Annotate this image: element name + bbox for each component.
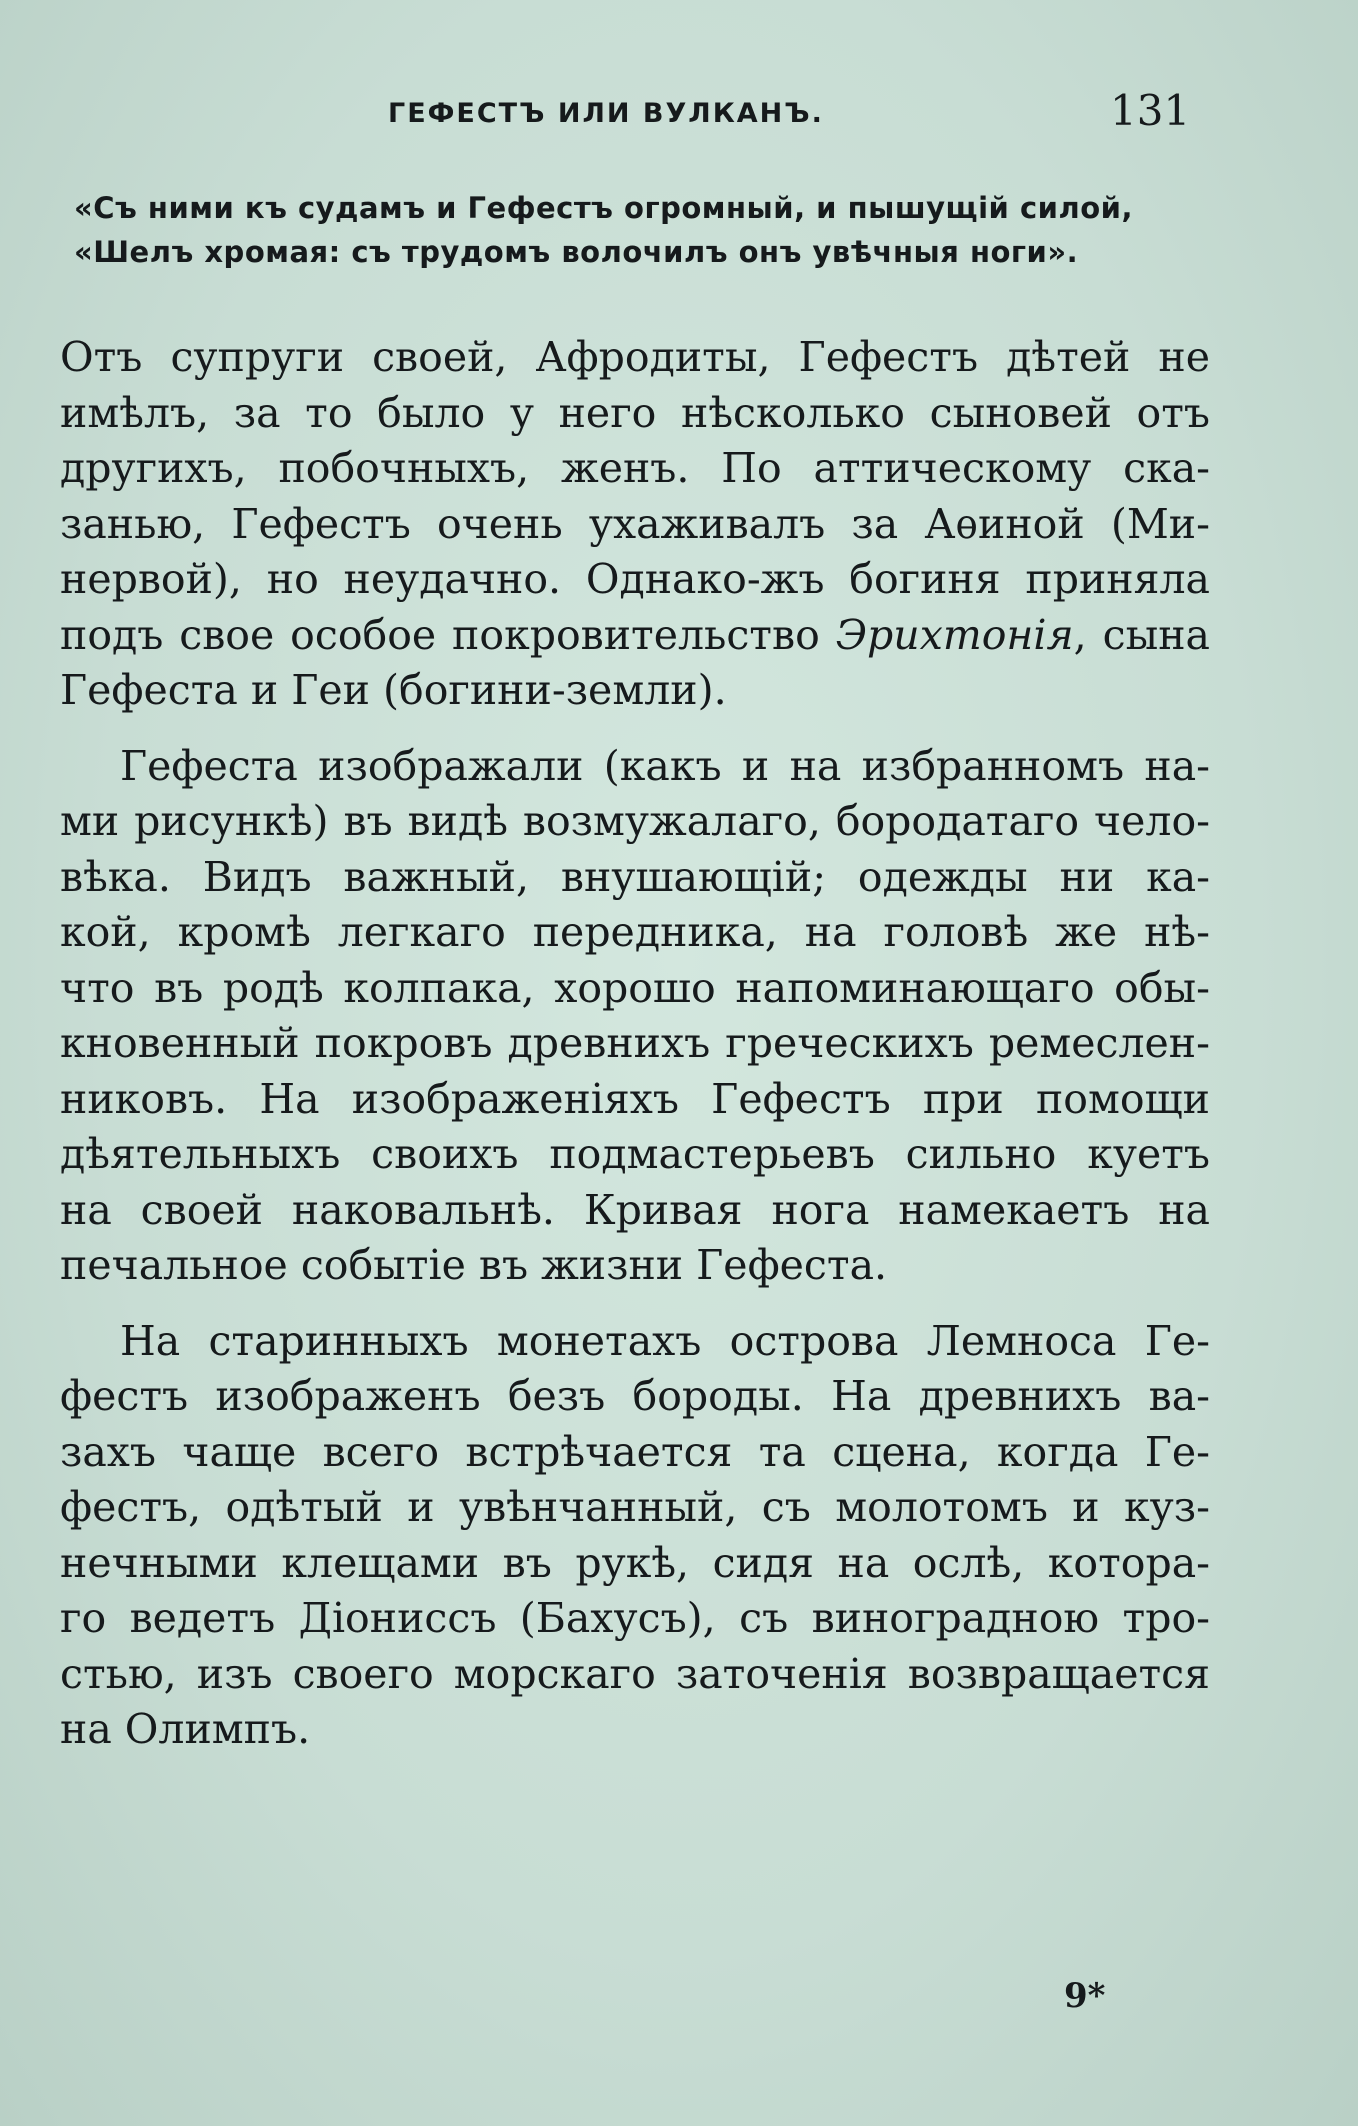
- paragraph-3: [60, 1314, 1210, 1758]
- text-line: нечными клещами въ рукѣ, сидя на ослѣ, котора-: [60, 1538, 1210, 1587]
- text-line: на своей наковальнѣ. Кривая нога намекаетъ на: [60, 1185, 1210, 1234]
- text-line: что въ родѣ колпака, хорошо напоминающаго обы-: [60, 963, 1210, 1012]
- text-span: , сына: [1073, 610, 1210, 659]
- page-number: 131: [1110, 86, 1191, 135]
- text-span: подъ свое особое покровительство: [60, 610, 836, 659]
- running-title: ГЕФЕСТЪ ИЛИ ВУЛКАНЪ.: [388, 98, 824, 129]
- page-header: [0, 86, 1358, 146]
- text-line: дѣятельныхъ своихъ подмастерьевъ сильно куетъ: [60, 1130, 1210, 1178]
- paragraph-2: [60, 739, 1210, 1294]
- text-line: [60, 608, 1210, 664]
- paragraph-1: [60, 330, 1210, 719]
- text-line: стью, изъ своего морскаго заточенія возвращается: [60, 1649, 1210, 1698]
- verse-quotation: [74, 186, 1224, 274]
- text-line: имѣлъ, за то было у него нѣсколько сыновей отъ: [60, 388, 1210, 437]
- text-line: Гефеста и Геи (богини-земли).: [60, 666, 727, 714]
- text-line: на Олимпъ.: [60, 1705, 311, 1753]
- text-line: захъ чаще всего встрѣчается та сцена, когда Ге-: [60, 1427, 1210, 1476]
- verse-line: «Шелъ хромая: съ трудомъ волочилъ онъ увѣчныя ноги».: [74, 235, 1079, 269]
- text-line: кой, кромѣ легкаго передника, на головѣ же нѣ-: [60, 908, 1210, 956]
- text-line: фестъ, одѣтый и увѣнчанный, съ молотомъ и куз-: [60, 1483, 1210, 1531]
- text-line: вѣка. Видъ важный, внушающій; одежды ни ка-: [60, 852, 1210, 901]
- text-line: Гефеста изображали (какъ и на избранномъ на-: [120, 741, 1210, 790]
- signature-mark: 9*: [1064, 1976, 1106, 2016]
- text-line: Отъ супруги своей, Афродиты, Гефестъ дѣтей не: [60, 333, 1210, 381]
- text-line: никовъ. На изображеніяхъ Гефестъ при помощи: [60, 1074, 1210, 1123]
- text-line: ми рисункѣ) въ видѣ возмужалаго, бородатаго чело-: [60, 797, 1210, 845]
- text-line: го ведетъ Діониссъ (Бахусъ), съ виноградною тро-: [60, 1594, 1210, 1642]
- text-line: другихъ, побочныхъ, женъ. По аттическому ска-: [60, 444, 1210, 492]
- text-line: кновенный покровъ древнихъ греческихъ ремеслен-: [60, 1019, 1210, 1067]
- text-line: нервой), но неудачно. Однако-жъ богиня приняла: [60, 555, 1210, 603]
- text-line: печальное событіе въ жизни Гефеста.: [60, 1241, 888, 1289]
- body-text: [60, 330, 1210, 1778]
- verse-line: «Съ ними къ судамъ и Гефестъ огромный, и пышущій силой,: [74, 191, 1133, 225]
- text-line: На старинныхъ монетахъ острова Лемноса Ге-: [120, 1316, 1210, 1365]
- italic-name: Эрихтонія: [835, 610, 1074, 659]
- text-line: фестъ изображенъ безъ бороды. На древнихъ ва-: [60, 1372, 1210, 1420]
- text-line: занью, Гефестъ очень ухаживалъ за Аѳиной (Ми-: [60, 499, 1210, 548]
